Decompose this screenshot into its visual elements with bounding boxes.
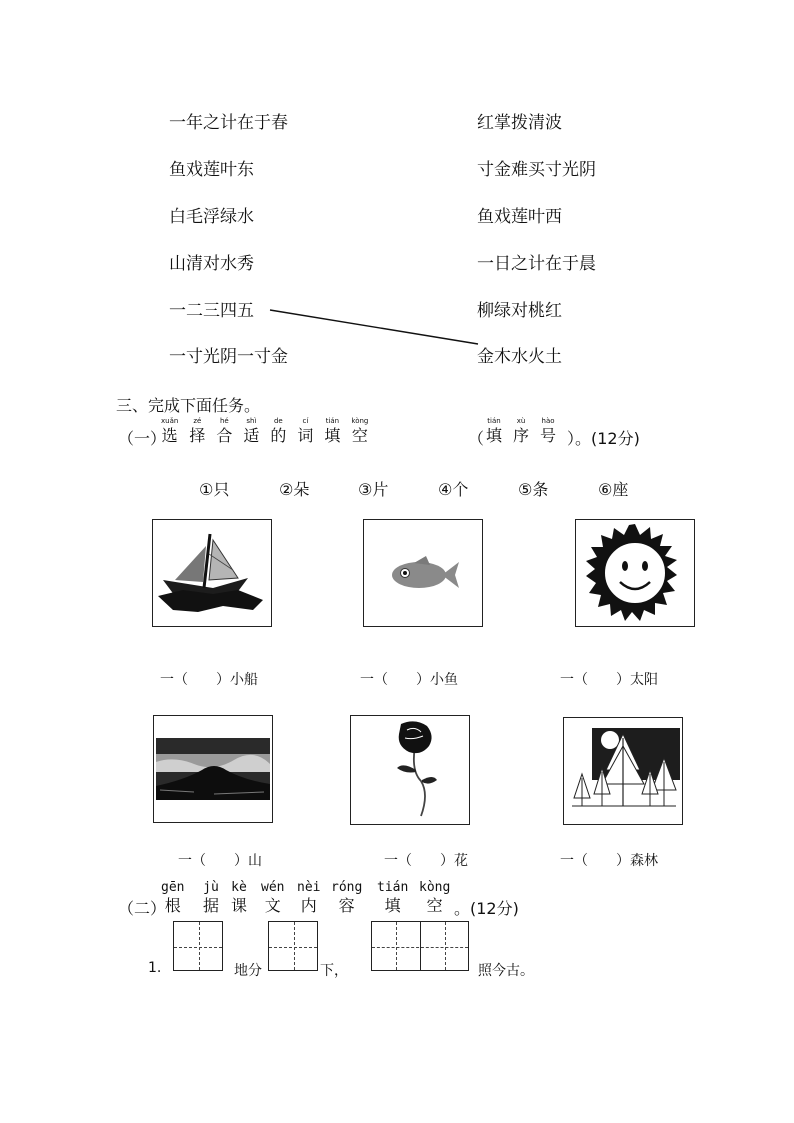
part2-instruction: （二） gēn 根 jù 据 kè 课 wén 文 nèi 内 róng 容 tián 填 kòng 空 。(12分) [118,880,519,918]
tianzige-box[interactable] [173,921,223,971]
part1-instruction [118,417,678,449]
fill-text-3: 照今古。 [478,963,534,979]
phrase-forest: 一（ ）森林 [560,853,658,869]
fill-text-1: 地分 [234,963,262,979]
right-item: 柳绿对桃红 [477,301,562,321]
part1-prefix: （一） [118,429,167,448]
option-item: ⑤条 [518,480,549,499]
option-item: ④个 [438,480,469,499]
option-item: ③片 [358,480,389,499]
sailboat-icon [153,520,271,626]
left-item: 一年之计在于春 [169,113,288,133]
phrase-fish: 一（ ）小鱼 [360,672,458,688]
option-item: ①只 [199,480,230,499]
part1-paren-open: （ [468,429,485,448]
right-item: 一日之计在于晨 [477,254,596,274]
picture-sailboat [152,519,272,627]
left-item: 一二三四五 [169,301,254,321]
part2-prefix: （二） [118,899,167,918]
forest-icon [564,718,682,824]
tianzige-box-double[interactable] [371,921,469,971]
part1-suffix: ）。(12分) [567,429,640,448]
option-item: ⑥座 [598,480,629,499]
phrase-flower: 一（ ）花 [384,853,468,869]
right-item: 红掌拨清波 [477,113,562,133]
part1-pinyin-words: xuǎn 选 zé 择 hé 合 shì 适 de 的 cí 词 tián 填 kòng 空 [161,417,369,445]
picture-fish [363,519,483,627]
picture-forest [563,717,683,825]
part2-suffix: 。(12分) [454,899,519,918]
matching-line [0,0,794,400]
question-number: 1. [148,960,162,976]
left-item: 一寸光阴一寸金 [169,347,288,367]
right-item: 寸金难买寸光阴 [477,160,596,180]
sun-icon [576,520,694,626]
picture-mountain [153,715,273,823]
section-heading: 三、完成下面任务。 [116,396,261,415]
fish-icon [364,520,482,626]
tianzige-box[interactable] [268,921,318,971]
phrase-sun: 一（ ）太阳 [560,672,658,688]
picture-rose [350,715,470,825]
option-item: ②朵 [279,480,310,499]
left-item: 鱼戏莲叶东 [169,160,254,180]
picture-sun [575,519,695,627]
phrase-mountain: 一（ ）山 [178,853,262,869]
right-item: 金木水火土 [477,347,562,367]
right-item: 鱼戏莲叶西 [477,207,562,227]
fill-text-2: 下， [320,963,348,979]
rose-icon [351,716,469,824]
left-item: 白毛浮绿水 [169,207,254,227]
phrase-boat: 一（ ）小船 [160,672,258,688]
mountain-icon [154,716,272,822]
part1-paren-words: tián 填 xù 序 hào 号 [486,417,557,445]
left-item: 山清对水秀 [169,254,254,274]
